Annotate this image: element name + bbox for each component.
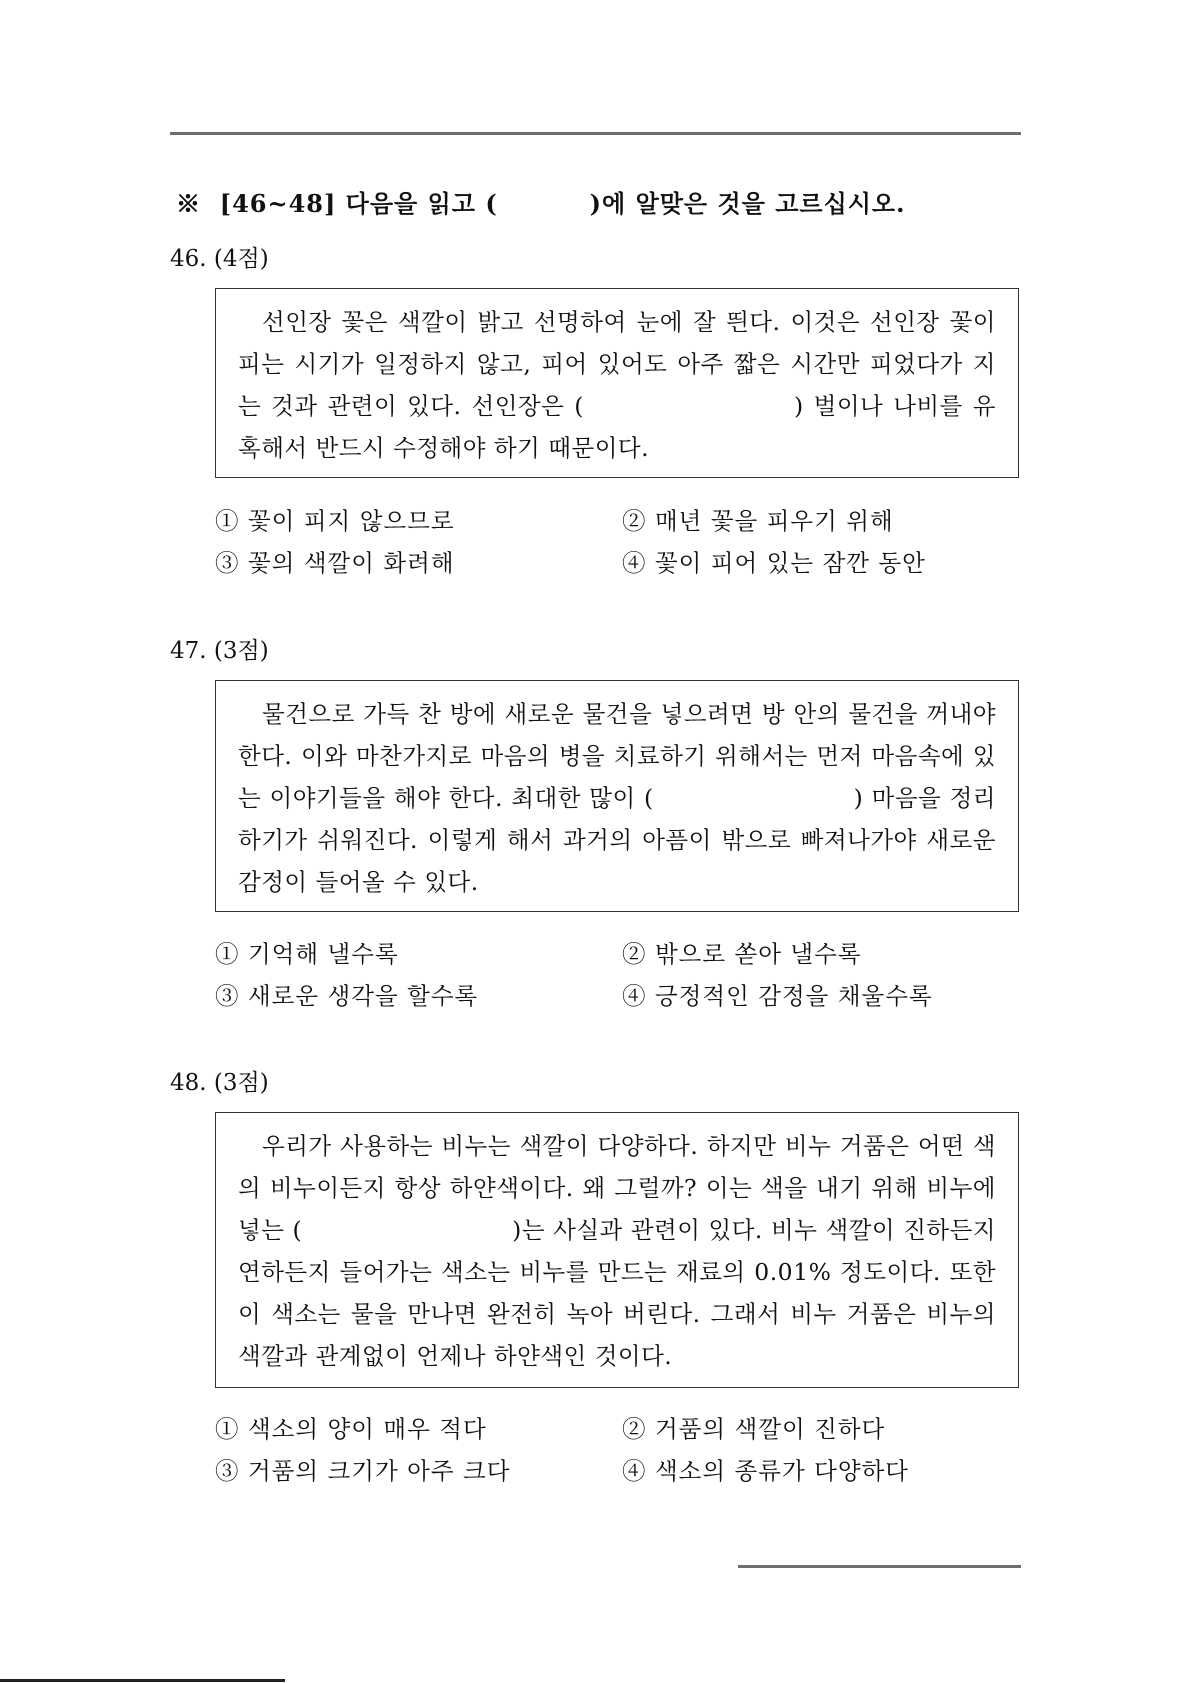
question-48-number: 48. (3점) — [170, 1070, 269, 1096]
question-46-passage — [238, 301, 996, 469]
question-48-passage-box — [215, 1112, 1019, 1388]
question-47-passage-after: ) 마음을 정리하기가 쉬워진다. 이렇게 해서 과거의 아픔이 밖으로 빠져나가야 새로운 감정이 들어올 수 있다. — [238, 784, 996, 896]
question-47-option-3[interactable]: ③ 새로운 생각을 할수록 — [215, 982, 479, 1010]
page-edge-rule — [0, 1679, 285, 1682]
question-47-passage-box — [215, 680, 1019, 912]
question-47-passage — [238, 693, 996, 903]
question-46-option-2[interactable]: ② 매년 꽃을 피우기 위해 — [622, 507, 894, 535]
question-46-number: 46. (4점) — [170, 246, 269, 272]
question-48-option-2[interactable]: ② 거품의 색깔이 진하다 — [622, 1415, 886, 1443]
question-48-option-1[interactable]: ① 색소의 양이 매우 적다 — [215, 1415, 487, 1443]
question-47-passage-before: 물건으로 가득 찬 방에 새로운 물건을 넣으려면 방 안의 물건을 꺼내야 한다. 이와 마찬가지로 마음의 병을 치료하기 위해서는 먼저 마음속에 있는 이야기들을 해야 한다. 최대한 많이 ( — [238, 700, 996, 812]
question-46-passage-box — [215, 288, 1019, 478]
question-48-passage-before: 우리가 사용하는 비누는 색깔이 다양하다. 하지만 비누 거품은 어떤 색의 비누이든지 항상 하얀색이다. 왜 그럴까? 이는 색을 내기 위해 비누에 넣는 ( — [238, 1132, 996, 1244]
question-46-passage-before: 선인장 꽃은 색깔이 밝고 선명하여 눈에 잘 띈다. 이것은 선인장 꽃이 피는 시기가 일정하지 않고, 피어 있어도 아주 짧은 시간만 피었다가 지는 것과 관련이 있다. 선인장은 ( — [238, 308, 996, 420]
bottom-rule — [738, 1565, 1021, 1568]
question-48-option-4[interactable]: ④ 색소의 종류가 다양하다 — [622, 1457, 909, 1485]
question-46-passage-after: ) 벌이나 나비를 유혹해서 반드시 수정해야 하기 때문이다. — [238, 392, 996, 462]
question-46-option-4[interactable]: ④ 꽃이 피어 있는 잠깐 동안 — [622, 549, 926, 577]
question-48-option-3[interactable]: ③ 거품의 크기가 아주 크다 — [215, 1457, 511, 1485]
question-47-number: 47. (3점) — [170, 638, 269, 664]
question-48-passage — [238, 1125, 996, 1377]
question-46-option-3[interactable]: ③ 꽃의 색깔이 화려해 — [215, 549, 455, 577]
question-47-option-4[interactable]: ④ 긍정적인 감정을 채울수록 — [622, 982, 933, 1010]
instruction-suffix: )에 알맞은 것을 고르십시오. — [589, 189, 906, 218]
instruction-prefix: ※ [46~48] 다음을 읽고 ( — [176, 189, 498, 218]
question-47-option-1[interactable]: ① 기억해 낼수록 — [215, 940, 399, 968]
question-46-option-1[interactable]: ① 꽃이 피지 않으므로 — [215, 507, 455, 535]
instruction — [176, 184, 905, 219]
question-47-option-2[interactable]: ② 밖으로 쏟아 낼수록 — [622, 940, 862, 968]
top-rule — [170, 132, 1021, 135]
question-48-passage-after: )는 사실과 관련이 있다. 비누 색깔이 진하든지 연하든지 들어가는 색소는 비누를 만드는 재료의 0.01% 정도이다. 또한 이 색소는 물을 만나면 완전히 녹아 버린다. 그래서 비누 거품은 비누의 색깔과 관계없이 언제나 하얀색인 것이다. — [238, 1216, 996, 1370]
